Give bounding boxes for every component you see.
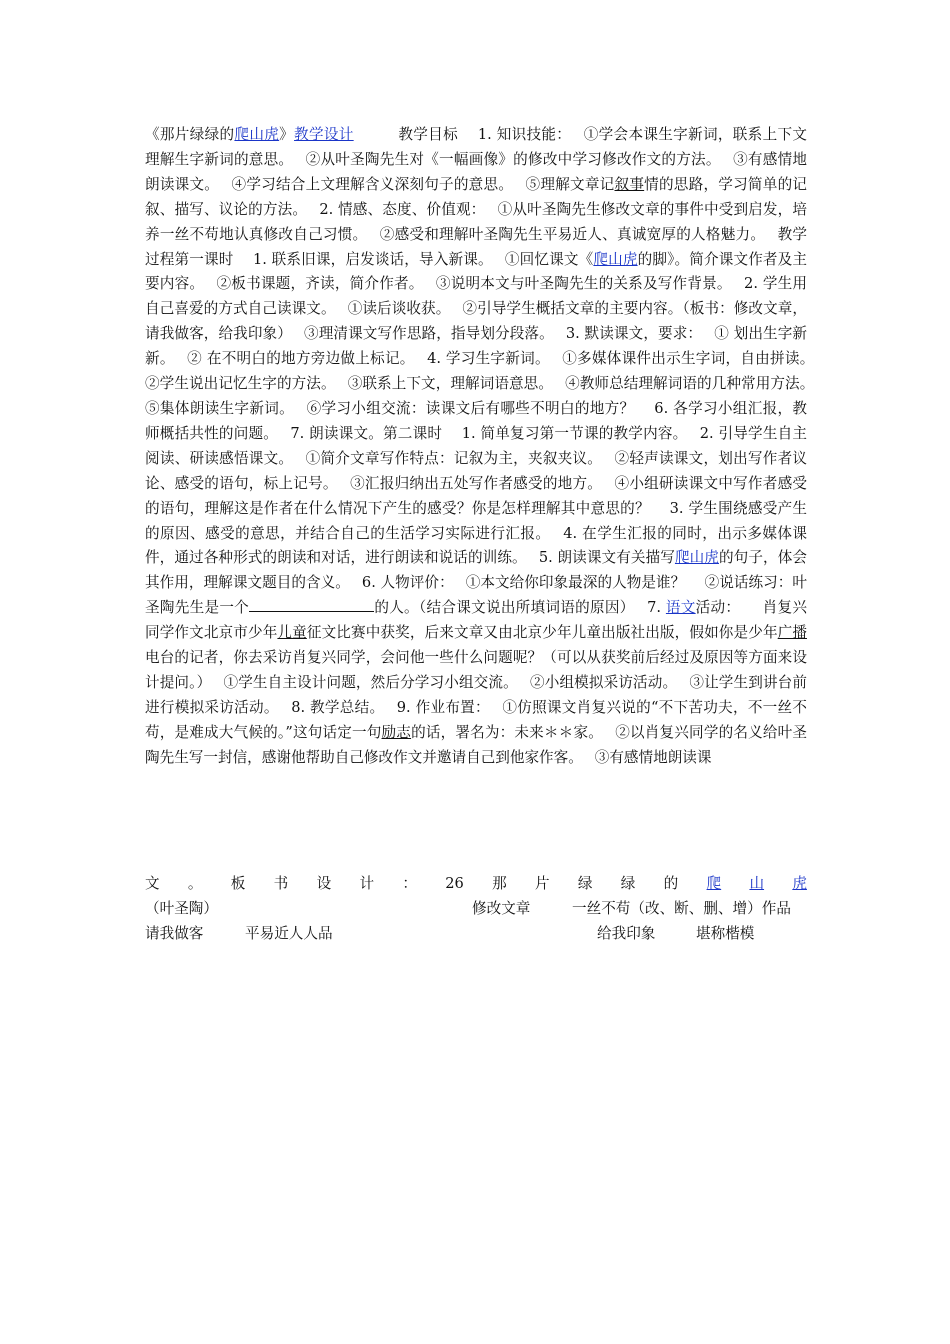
text-run: 的句子，体会其作用，理解课文题目的含义。 6. 人物评价： ①本文给你印象最深的人物是谁？ ②说话练习：叶圣陶先生是一个 xyxy=(145,549,807,617)
text-run: 的脚》。简介课文作者及主要内容。 ②板书课题，齐读，简介作者。 ③说明本文与叶圣陶先生的关系及写作背景。 2. 学生用自己喜爱的方式自己读课文。 ①读后谈收获。 ②引导学生概括文章的主要内容。（板书：修改文章，请我做客，给我印象） ③理清课文写作思路，指导划分段落。 3. 默读课文，要求： ① 划出生字新新。 ② 在不明白的地方旁边做上标记。 4. 学习生字新词。 ①多媒体课件出示生字词，自由拼读。 ②学生说出记忆生字的方法。 ③联系上下文，理解词语意思。 ④教师总结理解词语的几种常用方法。 ⑤集体朗读生字新词。 ⑥学习小组交流：读课文后有哪些不明白的地方？ 6. 各学习小组汇报，教师概括共性的问题。 7. 朗读课文。第二课时 1. 简单复习第一节课的教学内容。 2. 引导学生自主阅读、研读感悟课文。 ①简介文章写作特点：记叙为主，夹叙夹议。 ②轻声读课文，划出写作者议论、感受的语句，标上记号。 ③汇报归纳出五处写作者感受的地方。 ④小组研读课文中写作者感受的语句，理解这是作者在什么情况下产生的感受？你是怎样理解其中意思的？ 3. 学生围绕感受产生的原因、感受的意思，并结合自己的生活学习实际进行汇报。 4. 在学生汇报的同时，出示多媒体课件，通过各种形式的朗读和对话，进行朗读和说话的训练。 5. 朗读课文有关描写 xyxy=(145,250,827,567)
board-char: 片 xyxy=(534,875,550,892)
board-line-3 xyxy=(145,922,807,947)
board-char: 文 xyxy=(145,875,160,892)
lesson-plan-body xyxy=(145,123,827,771)
title-mid: 》 xyxy=(279,126,295,143)
board-item: 平易近人人品 xyxy=(245,925,333,942)
title-link-jiaoxuesheji[interactable]: 教学设计 xyxy=(294,126,354,143)
blackboard-design xyxy=(145,872,807,947)
text-run: 的话，署名为：未来＊＊家。 ②以肖复兴同学的名义给叶圣陶先生写一封信，感谢他帮助自己修改作文并邀请自己到他家作客。 ③有感情地朗读课 xyxy=(145,723,807,766)
board-link-char[interactable]: 山 xyxy=(749,875,765,892)
board-char: ： xyxy=(402,875,417,892)
text-run: 教学目标 1. 知识技能： ①学会本课生字新词，联系上下文理解生字新词的意思。 ②从叶圣陶先生对《一幅画像》的修改中学习修改作文的方法。 ③有感情地朗读课文。 ④学习结合上文理解含义深刻句子的意思。 ⑤理解文章记 xyxy=(145,126,807,193)
board-author: （叶圣陶） xyxy=(145,900,218,917)
board-char: 设 xyxy=(316,875,332,892)
title-link-pashanhu[interactable]: 爬山虎 xyxy=(234,126,280,143)
text-run: 电台的记者，你去采访肖复兴同学，会问他一些什么问题呢？（可以从获奖前后经过及原因等方面来设计提问。） ①学生自主设计问题，然后分学习小组交流。 ②小组模拟采访活动。 ③让学生到讲台前进行模拟采访活动。 8. 教学总结。 9. 作业布置： ①仿照课文肖复兴说的“不下苦功夫，不一丝不苟，是难成大气候的。”这句话定一句 xyxy=(145,649,807,741)
underlined-word: 叙事 xyxy=(614,175,645,193)
board-item: 堪称楷模 xyxy=(696,925,755,942)
board-char: 绿 xyxy=(620,875,636,892)
board-item: 请我做客 xyxy=(145,925,204,942)
board-char: 26 xyxy=(445,875,464,892)
board-item: 修改文章 xyxy=(472,900,531,917)
board-char: 板 xyxy=(230,875,246,892)
board-link-char[interactable]: 虎 xyxy=(792,875,807,892)
body-paragraph xyxy=(145,123,827,771)
underlined-word: 儿童 xyxy=(277,624,307,642)
board-char: 那 xyxy=(492,875,507,892)
inline-link-pashanhu[interactable]: 爬山虎 xyxy=(593,250,638,268)
underlined-word: 励志 xyxy=(381,723,412,741)
inline-link-pashanhu[interactable]: 爬山虎 xyxy=(674,549,719,567)
text-run: 征文比赛中获奖，后来文章又由北京少年儿童出版社出版，假如你是少年 xyxy=(306,624,778,642)
board-line-2 xyxy=(145,897,807,922)
board-char: 计 xyxy=(359,875,375,892)
text-run: 活动： 肖复兴同学作文北京市少年 xyxy=(145,599,807,642)
inline-link-yuwen[interactable]: 语文 xyxy=(665,599,696,617)
text-run: 情的思路，学习简单的记叙、描写、议论的方法。 2. 情感、态度、价值观： ①从叶圣陶先生修改文章的事件中受到启发，培养一丝不苟地认真修改自己习惯。 ②感受和理解叶圣陶先生平易近人、真诚宽厚的人格魅力。 教学过程第一课时 1. 联系旧课，启发谈话，导入新课。 ①回忆课文《 xyxy=(145,175,807,268)
title-prefix: 《那片绿绿的 xyxy=(145,126,235,143)
text-run: 的人。（结合课文说出所填词语的原因） 7. xyxy=(374,599,666,617)
board-item: 一丝不苟（改、断、删、增）作品 xyxy=(572,900,791,917)
board-link-char[interactable]: 爬 xyxy=(706,875,722,892)
board-line-1 xyxy=(145,872,807,897)
board-char: 。 xyxy=(187,875,203,892)
board-char: 的 xyxy=(663,875,679,892)
fill-in-blank xyxy=(249,596,374,612)
board-char: 绿 xyxy=(577,875,593,892)
board-item: 给我印象 xyxy=(597,925,656,942)
underlined-word: 广播 xyxy=(777,624,807,642)
board-char: 书 xyxy=(273,875,289,892)
